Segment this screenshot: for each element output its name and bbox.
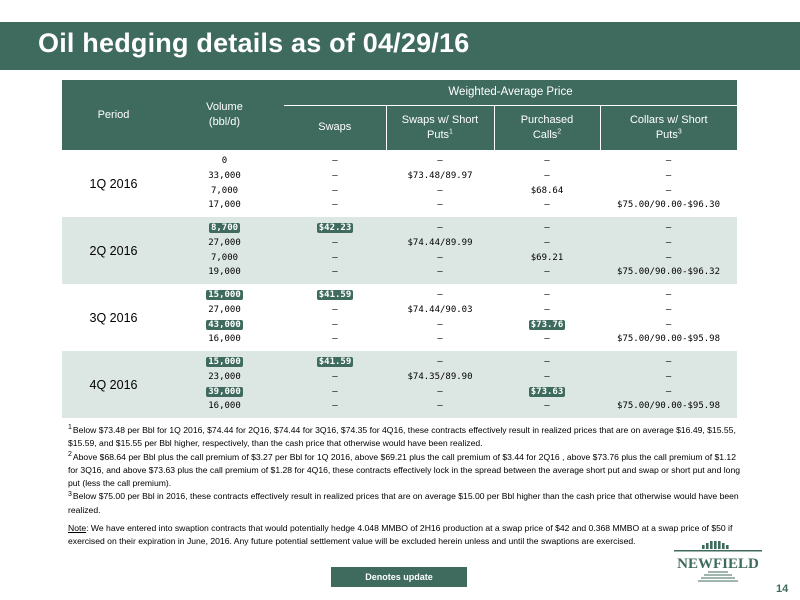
purchased-calls-value: — xyxy=(544,334,550,345)
volume-cell xyxy=(165,284,284,351)
swaps-short-value: — xyxy=(437,223,443,234)
collars-cell xyxy=(600,284,737,351)
swaps-value: $41.59 xyxy=(318,290,352,301)
swaps-value: — xyxy=(332,267,338,278)
volume-value: 8,700 xyxy=(210,223,239,234)
swaps-short-cell xyxy=(386,217,494,284)
collars-value: — xyxy=(665,170,672,181)
newfield-logo-icon xyxy=(668,541,768,585)
header-weighted-average-price: Weighted-Average Price xyxy=(284,80,737,105)
table-row xyxy=(62,351,737,418)
collars-value: — xyxy=(665,386,672,397)
collars-value: — xyxy=(665,237,672,248)
collars-value: — xyxy=(665,185,672,196)
purchased-calls-value: — xyxy=(544,200,550,211)
swaps-value: — xyxy=(332,156,338,167)
header-purchased-calls xyxy=(494,105,600,150)
collars-value: $75.00/90.00-$95.98 xyxy=(617,401,720,412)
swaps-short-value: $74.35/89.90 xyxy=(407,371,473,382)
header-collars-line1: Collars w/ Short xyxy=(629,113,708,126)
swaps-short-value: — xyxy=(437,334,443,345)
volume-value: 16,000 xyxy=(208,401,241,412)
volume-value: 7,000 xyxy=(210,185,239,196)
swaps-short-value: $73.48/89.97 xyxy=(407,170,473,181)
swaps-value: — xyxy=(332,185,338,196)
footnote-ref-1: 1 xyxy=(449,128,453,136)
footnote-3 xyxy=(68,490,740,517)
swaps-value: — xyxy=(332,334,338,345)
swaps-short-cell xyxy=(386,284,494,351)
header-volume xyxy=(165,80,284,150)
period-label: 1Q 2016 xyxy=(89,176,138,191)
logo-wordmark: NEWFIELD xyxy=(677,556,759,572)
collars-value: — xyxy=(665,223,672,234)
collars-cell xyxy=(600,217,737,284)
footnote-1 xyxy=(68,424,740,451)
swaps-short-value: — xyxy=(437,267,443,278)
swaps-cell xyxy=(284,217,386,284)
table-row xyxy=(62,284,737,351)
collars-value: — xyxy=(665,252,672,263)
table-body xyxy=(62,150,737,418)
swaps-short-value: $74.44/89.99 xyxy=(407,237,473,248)
volume-value: 43,000 xyxy=(208,319,241,330)
swaps-short-value: $74.44/90.03 xyxy=(407,304,473,315)
swaps-value: — xyxy=(332,386,338,397)
purchased-calls-value: — xyxy=(544,237,550,248)
purchased-calls-value: — xyxy=(544,267,550,278)
purchased-calls-cell xyxy=(494,351,600,418)
collars-value: — xyxy=(665,319,672,330)
swaps-value: — xyxy=(332,200,338,211)
header-period: Period xyxy=(62,80,165,150)
purchased-calls-value: $73.76 xyxy=(530,319,564,330)
header-volume-line2: (bbl/d) xyxy=(208,116,241,128)
volume-value: 39,000 xyxy=(208,386,241,397)
volume-value: 16,000 xyxy=(208,334,241,345)
swaps-short-value: — xyxy=(437,252,443,263)
volume-value: 33,000 xyxy=(208,170,241,181)
footnote-number: 3 xyxy=(68,490,72,498)
denotes-update-legend: Denotes update xyxy=(331,567,467,587)
note-text: : We have entered into swaption contracts that would potentially hedge 4.048 MMBO of 2H16 production at a swap price of $42 and 0.368 MMBO at a swap price of $50 if exercised on their expiration in June, 2016. Any future potential settlement value will be excluded herein unless and until the swaptions are exercised. xyxy=(68,523,733,547)
table-row xyxy=(62,217,737,284)
footnote-number: 2 xyxy=(68,450,72,458)
purchased-calls-value: — xyxy=(544,223,550,234)
collars-cell xyxy=(600,150,737,217)
collars-value: — xyxy=(665,290,672,301)
header-collars-line2: Puts xyxy=(655,128,678,141)
volume-value: 15,000 xyxy=(208,290,241,301)
purchased-calls-cell xyxy=(494,217,600,284)
swaps-short-value: — xyxy=(437,386,443,397)
oil-hedging-table xyxy=(62,80,737,418)
volume-value: 19,000 xyxy=(208,267,241,278)
header-swaps-short-line1: Swaps w/ Short xyxy=(401,113,479,126)
collars-value: $75.00/90.00-$96.30 xyxy=(617,200,720,211)
purchased-calls-value: — xyxy=(544,156,550,167)
footnote-list xyxy=(68,424,740,517)
footnote-number: 1 xyxy=(68,424,72,432)
volume-value: 27,000 xyxy=(208,237,241,248)
note-label: Note xyxy=(68,523,87,534)
swaps-value: $42.23 xyxy=(318,223,352,234)
header-purchased-line2: Calls xyxy=(532,128,558,141)
header-swaps-short-puts xyxy=(386,105,494,150)
collars-value: $75.00/90.00-$96.32 xyxy=(617,267,720,278)
footnote-ref-2: 2 xyxy=(557,128,562,136)
purchased-calls-value: $68.64 xyxy=(530,185,564,196)
swaps-cell xyxy=(284,351,386,418)
swaps-value: — xyxy=(332,304,338,315)
collars-value: — xyxy=(665,304,672,315)
swaps-short-value: — xyxy=(437,200,443,211)
purchased-calls-value: — xyxy=(544,357,550,368)
swaps-short-cell xyxy=(386,351,494,418)
header-swaps: Swaps xyxy=(284,105,386,150)
footnote-ref-3: 3 xyxy=(677,128,682,136)
header-volume-line1: Volume xyxy=(206,101,243,113)
header-swaps-short-line2: Puts xyxy=(427,128,450,141)
purchased-calls-value: — xyxy=(544,290,550,301)
swaps-value: — xyxy=(332,252,338,263)
volume-value: 15,000 xyxy=(208,357,241,368)
page-title: Oil hedging details as of 04/29/16 xyxy=(38,28,470,58)
swaps-value: — xyxy=(332,237,338,248)
purchased-calls-value: — xyxy=(544,401,550,412)
table-row xyxy=(62,150,737,217)
purchased-calls-value: — xyxy=(544,304,550,315)
swaps-short-value: — xyxy=(437,156,443,167)
swaps-value: — xyxy=(332,319,338,330)
swaps-value: — xyxy=(332,401,338,412)
note-paragraph xyxy=(68,522,740,549)
volume-value: 17,000 xyxy=(208,200,241,211)
volume-value: 0 xyxy=(221,156,228,167)
volume-cell xyxy=(165,150,284,217)
swaps-cell xyxy=(284,284,386,351)
purchased-calls-value: — xyxy=(544,371,550,382)
swaps-short-value: — xyxy=(437,290,443,301)
collars-cell xyxy=(600,351,737,418)
volume-value: 23,000 xyxy=(208,371,241,382)
swaps-value: — xyxy=(332,371,338,382)
swaps-value: $41.59 xyxy=(318,357,352,368)
purchased-calls-cell xyxy=(494,284,600,351)
swaps-short-cell xyxy=(386,150,494,217)
footnotes xyxy=(68,424,740,549)
collars-value: — xyxy=(665,371,672,382)
swaps-short-value: — xyxy=(437,357,443,368)
period-label: 4Q 2016 xyxy=(62,351,165,418)
purchased-calls-value: $69.21 xyxy=(530,252,564,263)
swaps-cell xyxy=(284,150,386,217)
swaps-short-value: — xyxy=(437,185,443,196)
newfield-logo xyxy=(668,541,768,585)
collars-value: — xyxy=(665,357,672,368)
period-label: 2Q 2016 xyxy=(62,217,165,284)
purchased-calls-cell xyxy=(494,150,600,217)
footnote-text: Above $68.64 per Bbl plus the call premium of $3.27 per Bbl for 1Q 2016, above $69.21 plus the call premium of $3.44 for 2Q16 , above $73.76 plus the call premium of $1.12 for 3Q16, and above $73.63 plus the call premium of $1.28 for 4Q16, these contracts effectively lock in the spread between the average short put and swap or short put and long put (less the call premium). xyxy=(68,451,740,489)
header-collars-short-puts xyxy=(600,105,737,150)
title-bar xyxy=(0,22,800,70)
header-purchased-line1: Purchased xyxy=(520,113,574,126)
period-label: 3Q 2016 xyxy=(89,310,138,325)
swaps-value: — xyxy=(332,170,338,181)
volume-cell xyxy=(165,217,284,284)
collars-value: $75.00/90.00-$95.98 xyxy=(617,334,720,345)
volume-value: 27,000 xyxy=(208,304,241,315)
swaps-short-value: — xyxy=(437,319,443,330)
footnote-text: Below $73.48 per Bbl for 1Q 2016, $74.44 for 2Q16, $74.44 for 3Q16, $74.35 for 4Q16, these contracts effectively result in realized prices that are on average $16.49, $15.55, $15.59, and $15.55 per Bbl higher, respectively, than the cash price that otherwise would have been realized. xyxy=(68,425,736,449)
purchased-calls-value: — xyxy=(544,170,550,181)
page-number: 14 xyxy=(776,583,789,595)
volume-cell xyxy=(165,351,284,418)
footnote-text: Below $75.00 per Bbl in 2016, these contracts effectively result in realized prices that are on average $15.00 per Bbl higher than the cash price that otherwise would have been realized. xyxy=(68,491,739,515)
collars-value: — xyxy=(665,156,672,167)
swaps-short-value: — xyxy=(437,401,443,412)
volume-value: 7,000 xyxy=(210,252,239,263)
purchased-calls-value: $73.63 xyxy=(530,386,564,397)
footnote-2 xyxy=(68,451,740,491)
